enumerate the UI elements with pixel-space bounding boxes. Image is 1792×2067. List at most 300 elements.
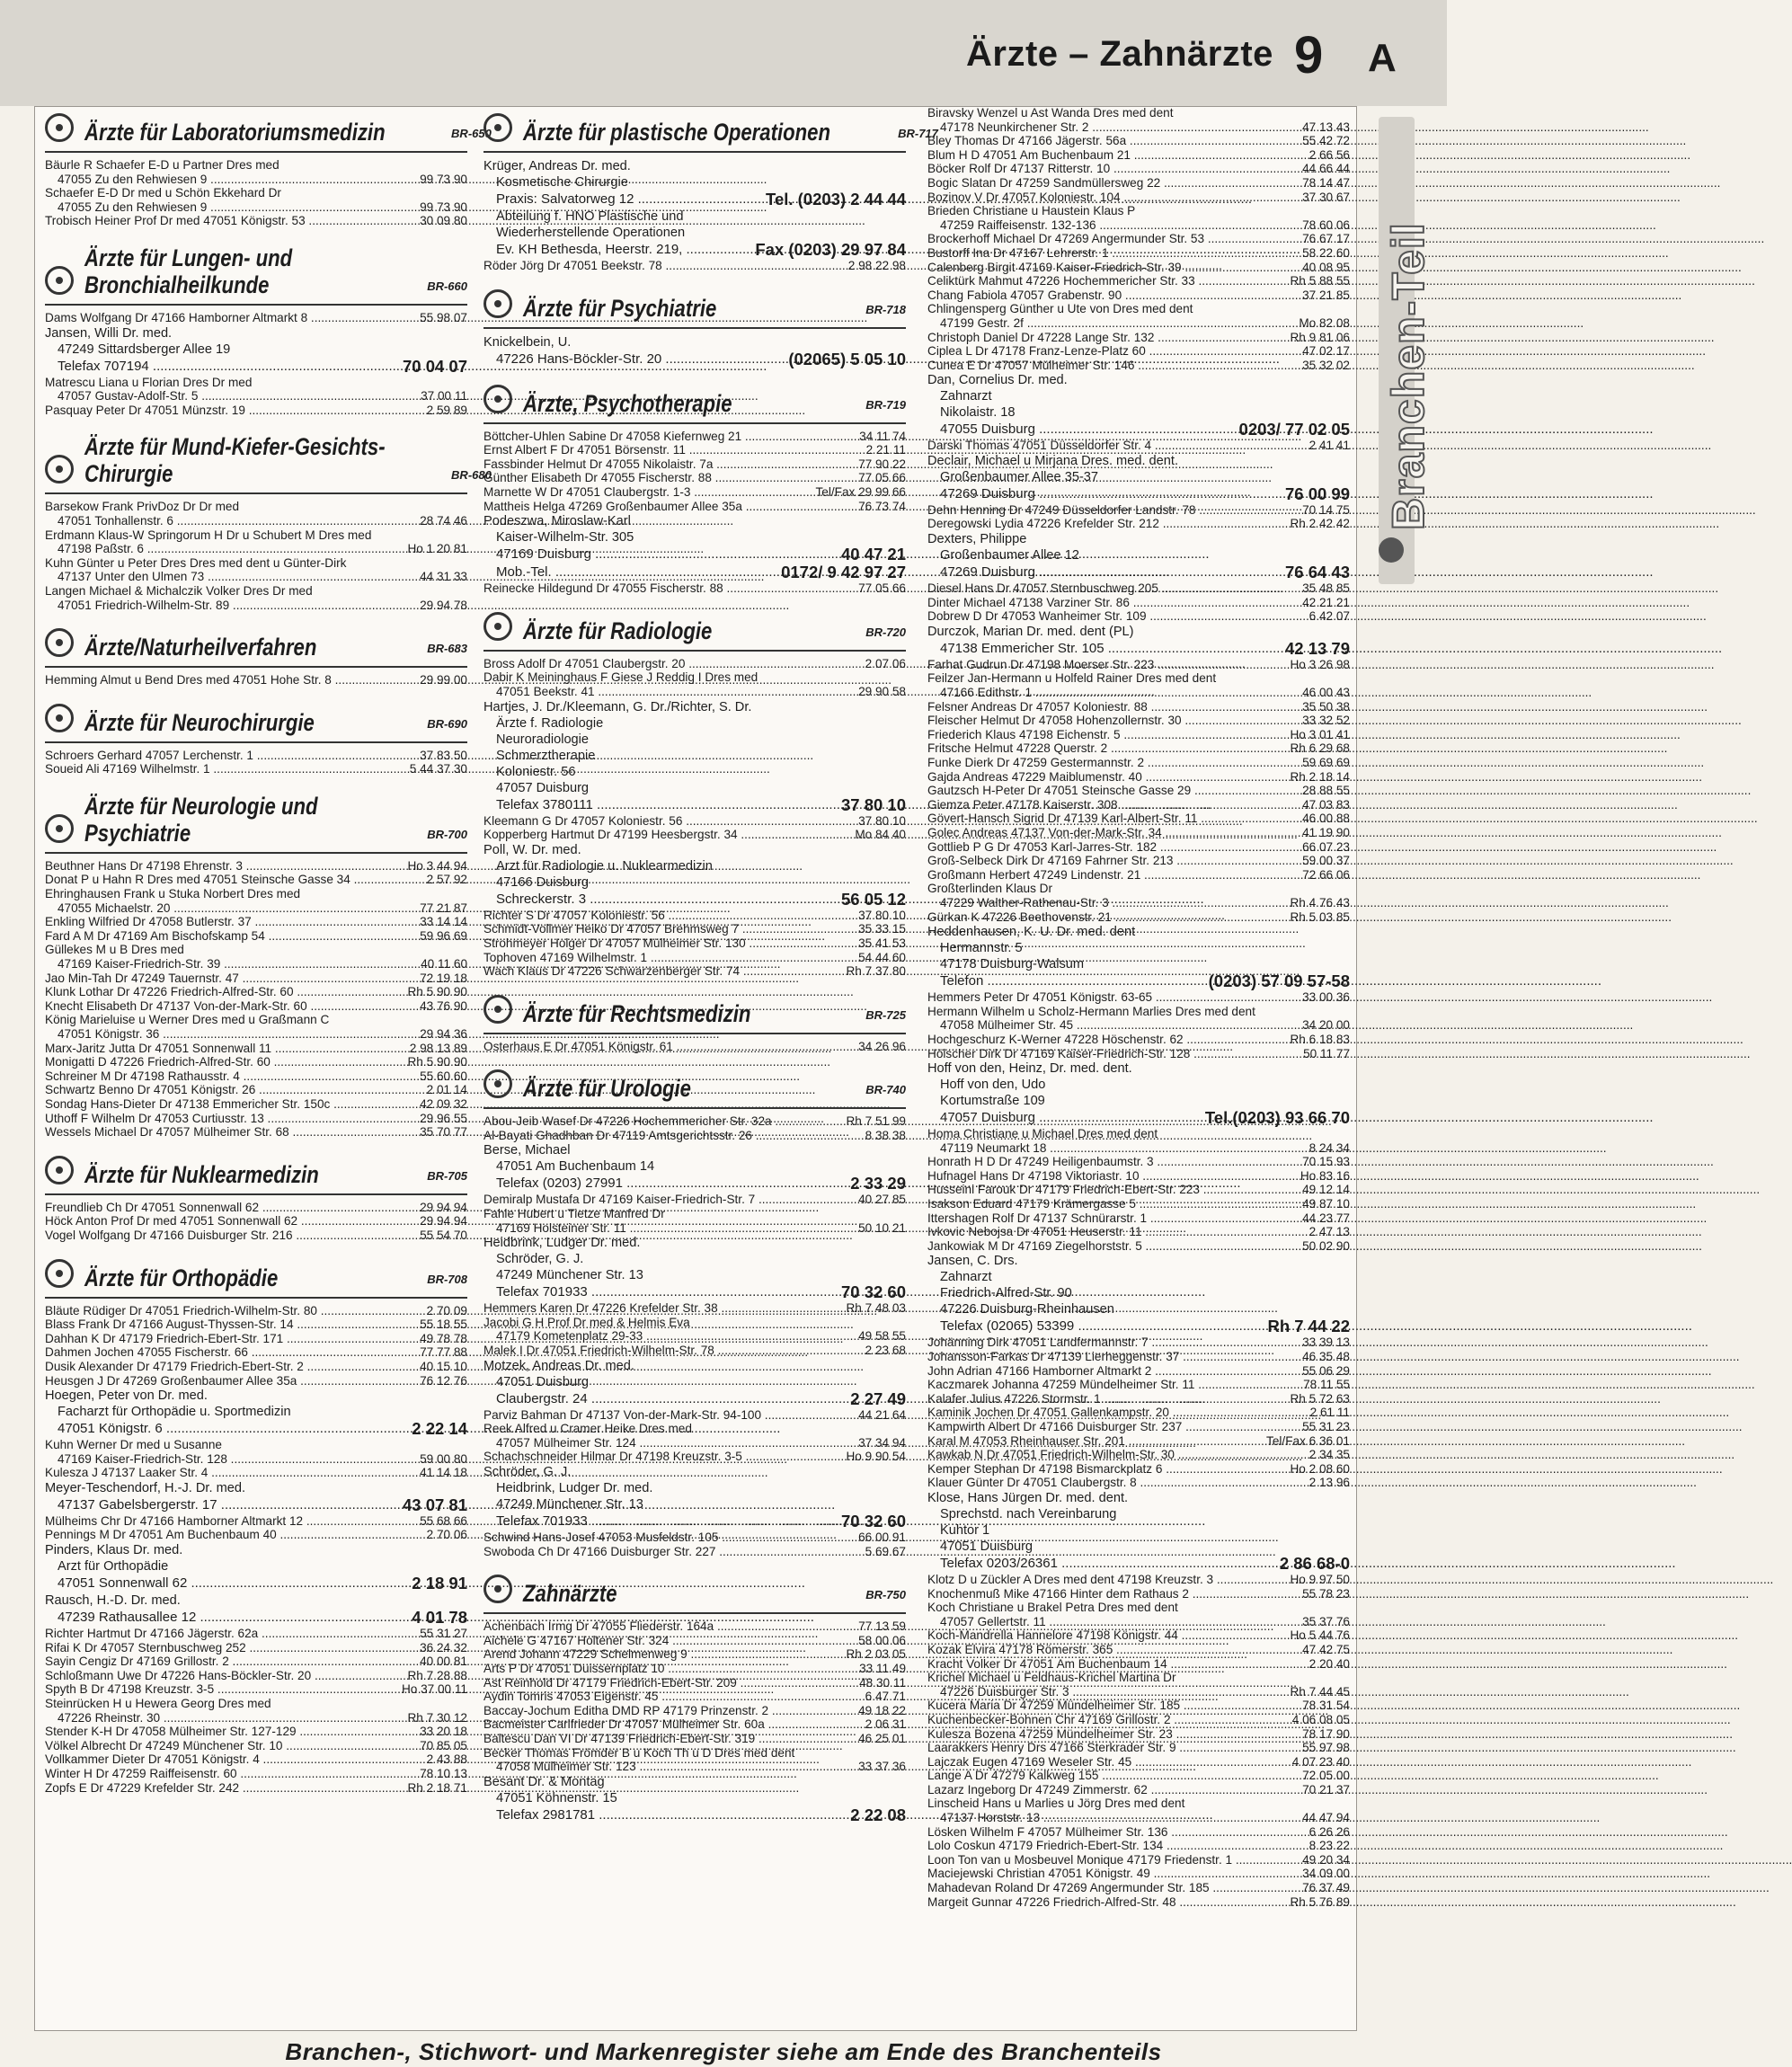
listing-entry	[483, 1344, 906, 1358]
listing-entry	[927, 218, 1350, 233]
listing-name: 47229 Walther-Rathenau-Str. 3 .....	[927, 896, 1288, 910]
listing-entry	[927, 741, 1350, 756]
listing-entry	[483, 1436, 906, 1450]
listing-name: Freundlieb Ch Dr 47051 Sonnenwall 62 .....	[45, 1201, 418, 1215]
listing-phone: 6 47 71	[865, 1690, 906, 1704]
listing-entry	[45, 1627, 467, 1641]
listing-phone: 2 22 08	[850, 1805, 906, 1824]
listing-name: 47057 Gellertstr. 11 .....	[927, 1615, 1300, 1629]
listing-phone: 55 78 23	[1302, 1586, 1350, 1601]
listing-name: Richter S Dr 47057 Koloniestr. 56 .....	[483, 909, 856, 923]
listing-line: Heddenhausen, K. U. Dr. med. dent	[927, 925, 1136, 940]
listing-entry	[927, 1378, 1350, 1392]
listing-entry	[927, 700, 1350, 714]
listing-entry	[483, 1806, 906, 1824]
listing-name: Ittershagen Rolf Dr 47137 Schnürarstr. 1 .....	[927, 1211, 1300, 1226]
listing-line: Heidbrink, Ludger Dr. med.	[483, 1236, 641, 1251]
listing-phone: 35 41 53	[858, 936, 906, 950]
listing-name: 47058 Mülheimer Str. 123 .....	[483, 1760, 856, 1774]
bullet-circle-icon	[483, 385, 512, 413]
listing-name: Deregowski Lydia 47226 Krefelder Str. 212 .....	[927, 517, 1288, 531]
listing-entry	[45, 762, 467, 776]
section-header	[45, 696, 467, 743]
listing-name: Hufnagel Hans Dr 47198 Viktoriastr. 10 .....	[927, 1169, 1299, 1184]
listing-name: Kucera Maria Dr 47259 Mündelheimer Str. 185 .....	[927, 1699, 1300, 1713]
listing-phone: 6 42 07	[1309, 609, 1350, 624]
listing-entry	[45, 1781, 467, 1796]
section-title	[523, 390, 804, 417]
listing-name: Enkling Wilfried Dr 47058 Butlerstr. 37 .....	[45, 915, 418, 929]
listing-name: Ivkovic Nebojsa Dr 47051 Heuserstr. 11 .....	[927, 1225, 1308, 1239]
listing-phone: 28 74 46	[420, 513, 467, 528]
listing-name: Schwartz Benno Dr 47051 Königstr. 26 .....	[45, 1083, 425, 1097]
listing-name: Soueid Ali 47169 Wilhelmstr. 1 .....	[45, 762, 408, 776]
listing-name: Hermann Wilhelm u Scholz-Hermann Marlies Dres med dent	[927, 1004, 1255, 1018]
listing-entry	[927, 439, 1350, 453]
listing-phone: 2 21 11	[865, 443, 906, 457]
listing-entry	[45, 1682, 467, 1697]
listing-line: 47249 Sittardsberger Allee 19	[58, 342, 231, 357]
section-title-line: Chirurgie	[84, 460, 173, 488]
listing-entry	[483, 657, 906, 671]
listing-name: Ehringhausen Frank u Stuka Norbert Dres med	[45, 887, 301, 901]
listing-entry	[45, 514, 467, 528]
section-gap	[45, 612, 467, 621]
listing-name: Fassbinder Helmut Dr 47055 Nikolaistr. 7a .....	[483, 457, 856, 472]
listing-entry	[927, 1895, 1350, 1910]
column-3	[927, 106, 1350, 2029]
bullet-circle-icon	[45, 113, 74, 142]
listing-entry	[45, 943, 467, 957]
listing-name: Swoboda Ch Dr 47166 Duisburger Str. 227 .....	[483, 1545, 864, 1559]
listing-name: Dehn Henning Dr 47249 Düsseldorfer Landstr. 78 .....	[927, 503, 1300, 518]
listing-phone: 72 66 06	[1302, 867, 1350, 882]
listing-name: Diesel Hans Dr 47057 Sternbuschweg 205 .....	[927, 581, 1300, 596]
listing-entry	[483, 1717, 906, 1732]
listing-entry	[483, 471, 906, 485]
listing-entry	[927, 770, 1350, 785]
listing-entry	[927, 1335, 1350, 1350]
listing-entry	[927, 1183, 1350, 1197]
listing-name: Telefax 3780111 .....	[483, 796, 839, 814]
listing-entry	[927, 840, 1350, 855]
listing-name: Lajczak Eugen 47169 Weseler Str. 45 .....	[927, 1755, 1291, 1770]
listing-line: 47051 Am Buchenbaum 14	[496, 1159, 655, 1175]
section-title	[84, 709, 366, 736]
listing-entry	[45, 1752, 467, 1767]
listing-phone: 2 01 14	[426, 1083, 467, 1097]
listing-name: Großterlinden Klaus Dr	[927, 882, 1053, 896]
listing-entry	[927, 232, 1350, 246]
listing-name: Ast Reinhold Dr 47179 Friedrich-Ebert-Str. 209 .....	[483, 1676, 857, 1690]
listing-entry	[45, 1669, 467, 1683]
listing-name: Gürkan K 47226 Beethovenstr. 21 .....	[927, 910, 1288, 925]
listing-entry	[927, 581, 1350, 596]
listing-entry	[927, 261, 1350, 275]
listing-phone: 0172/ 9 42 97 27	[781, 563, 906, 582]
listing-name: Bäurle R Schaefer E-D u Partner Dres med	[45, 158, 279, 172]
listing-entry	[927, 1350, 1350, 1364]
listing-line: 47051 Köhnenstr. 15	[496, 1790, 617, 1805]
listing-name: Feilzer Jan-Hermann u Holfeld Rainer Dres med dent	[927, 671, 1217, 686]
listing-name: 47169 Duisburg .....	[483, 546, 839, 563]
listing-phone: Rh 4 76 43	[1290, 895, 1350, 909]
section-header	[483, 282, 906, 329]
listing-phone: 2 43 88	[426, 1752, 467, 1767]
listing-phone: 55 06 29	[1302, 1363, 1350, 1378]
listing-name: Telefax 707194 .....	[45, 358, 401, 376]
section-gap	[45, 1243, 467, 1252]
listing-name: 47137 Gabelsbergerstr. 17 .....	[45, 1496, 401, 1514]
bullet-circle-icon	[45, 704, 74, 732]
listing-phone: 59 96 69	[420, 928, 467, 943]
listing-entry	[483, 1301, 906, 1316]
listing-phone: 77 77 88	[420, 1345, 467, 1360]
listing-entry	[927, 1476, 1350, 1490]
listing-line: Wiederherstellende Operationen	[496, 226, 686, 240]
listing-phone: Ho 37 00 11	[401, 1682, 467, 1697]
listing-phone: 72 19 18	[420, 971, 467, 985]
listing-phone: 70 14 75	[1302, 502, 1350, 517]
bullet-circle-icon	[45, 814, 74, 843]
listing-entry	[927, 1109, 1350, 1127]
listing-phone: 2 70 06	[426, 1528, 467, 1542]
listing-phone: 35 70 77	[420, 1125, 467, 1140]
listing-name: Ev. KH Bethesda, Heerstr. 219, .....	[483, 241, 753, 259]
listing-phone: 58 00 06	[858, 1633, 906, 1647]
listing-line: Abteilung f. HNO Plastische und	[496, 209, 684, 224]
listing-entry	[45, 1641, 467, 1655]
listing-name: Chang Fabiola 47057 Grabenstr. 90 .....	[927, 288, 1300, 303]
section-title-line: Ärzte für plastische Operationen	[523, 119, 831, 146]
listing-name: Abou-Jeib Wasef Dr 47226 Hochemmericher Str. 32a .....	[483, 1114, 844, 1129]
listing-entry	[483, 581, 906, 596]
listing-entry	[927, 1127, 1350, 1141]
listing-name: Johansson-Farkas Dr 47139 Lierheggenstr. 37 .....	[927, 1350, 1300, 1364]
listing-entry	[45, 1575, 467, 1592]
listing-phone: 4 01 78	[412, 1608, 467, 1628]
listing-phone: 76 64 43	[1284, 563, 1350, 582]
listing-phone: 2 27 49	[850, 1388, 906, 1408]
listing-entry	[483, 1634, 906, 1648]
listing-phone: 46 25 01	[858, 1731, 906, 1745]
section-title	[84, 1161, 366, 1188]
listing-name: Kaminik Jochen Dr 47051 Gallenkampstr. 20 .....	[927, 1406, 1309, 1420]
listing-name: Kleemann G Dr 47057 Koloniestr. 56 .....	[483, 814, 856, 829]
listing-name: Telefax 2981781 .....	[483, 1806, 848, 1824]
listing-name: Kulesza J 47137 Laaker Str. 4 .....	[45, 1466, 418, 1480]
listing-phone: 50 11 77	[1303, 1046, 1350, 1060]
listing-entry	[483, 922, 906, 936]
listing-name: Chlingensperg Günther u Ute von Dres med dent	[927, 302, 1193, 316]
listing-entry	[927, 331, 1350, 345]
listing-phone: 34 20 00	[1302, 1018, 1350, 1033]
section-title	[84, 634, 366, 661]
listing-entry	[927, 106, 1350, 120]
listing-entry	[927, 910, 1350, 925]
listing-name: 47239 Rathausallee 12 .....	[45, 1609, 410, 1627]
listing-entry	[45, 200, 467, 215]
listing-name: Heusgen J Dr 47269 Großenbaumer Allee 35a .....	[45, 1374, 418, 1388]
listing-name: Praxis: Salvatorweg 12 .....	[483, 191, 764, 208]
listing-name: Bross Adolf Dr 47051 Claubergstr. 20 .....	[483, 657, 864, 671]
listing-phone: Ho 3 01 41	[1290, 727, 1350, 741]
listing-name: Koch-Mandrella Hannelore 47198 Königstr. 44 .....	[927, 1628, 1288, 1643]
listing-phone: 42 13 79	[1284, 638, 1350, 658]
listing-phone: 77 05 66	[858, 581, 906, 596]
listing-entry	[927, 517, 1350, 531]
listing-entry	[45, 1609, 467, 1627]
listing-name: 47058 Mülheimer Str. 45 .....	[927, 1018, 1300, 1033]
listing-name: Dams Wolfgang Dr 47166 Hamborner Altmarkt 8 .....	[45, 311, 418, 325]
listing-name: Völkel Albrecht Dr 47249 Münchener Str. 10 .....	[45, 1739, 418, 1753]
listing-name: Mülheims Chr Dr 47166 Hamborner Altmarkt 12 .....	[45, 1514, 418, 1529]
listing-phone: 2 98 22 98	[847, 259, 906, 272]
listing-entry	[927, 1881, 1350, 1895]
listing-phone: 55 31 27	[420, 1627, 467, 1641]
listing-name: Wach Klaus Dr 47226 Schwarzenberger Str. 74 .....	[483, 964, 844, 979]
listing-line: 47249 Münchener Str. 13	[496, 1497, 643, 1512]
listing-phone: 29 94 94	[420, 1214, 467, 1229]
section-title-line: Ärzte/Naturheilverfahren	[84, 634, 317, 661]
listing-phone: 2 57 92	[426, 873, 467, 887]
listing-phone: Mo 82 08	[1299, 315, 1350, 330]
listing-phone: 8 38 38	[865, 1128, 906, 1142]
listing-entry	[483, 1619, 906, 1634]
listing-phone: (02065) 5 05 10	[788, 349, 906, 368]
bullet-circle-icon	[483, 1575, 512, 1603]
listing-name: 47051 Friedrich-Wilhelm-Str. 89 .....	[45, 599, 418, 613]
listing-entry	[45, 1528, 467, 1542]
listing-entry	[927, 1867, 1350, 1881]
page-title: Ärzte – Zahnärzte	[966, 34, 1273, 74]
listing-entry	[927, 1601, 1350, 1615]
listing-line: Hoegen, Peter von Dr. med.	[45, 1388, 208, 1404]
listing-name: Winter H Dr 47259 Raiffeisenstr. 60 .....	[45, 1767, 418, 1781]
listing-phone: 40 11 60	[421, 957, 467, 971]
listing-entry	[927, 162, 1350, 176]
listing-name: Zopfs E Dr 47229 Krefelder Str. 242 .....	[45, 1781, 405, 1796]
listing-name: Loon Ton van u Mosbeuvel Monique 47179 Friedenstr. 1 .....	[927, 1853, 1300, 1867]
section-gap	[483, 1558, 906, 1567]
section-header	[45, 1149, 467, 1195]
listing-entry	[927, 288, 1350, 303]
listing-name: Böcker Rolf Dr 47137 Ritterstr. 10 .....	[927, 162, 1300, 176]
listing-phone: Rh 5 76 89	[1290, 1894, 1350, 1909]
listing-entry	[45, 1027, 467, 1042]
listing-phone: 55 98 07	[420, 310, 467, 324]
listing-name: 47051 Beekstr. 41 .....	[483, 685, 856, 699]
listing-entry	[483, 936, 906, 951]
listing-name: Claubergstr. 24 .....	[483, 1390, 848, 1408]
listing-line: Zahnarzt	[940, 389, 992, 404]
listing-name: Kracht Volker Dr 47051 Am Buchenbaum 14 .....	[927, 1657, 1308, 1672]
listing-line: Sprechstd. nach Vereinbarung	[940, 1506, 1117, 1521]
listing-phone: 29 94 94	[420, 1200, 467, 1214]
listing-line: Knickelbein, U.	[483, 334, 572, 350]
listing-line: Schröder, G. J.	[483, 1465, 572, 1479]
listing-line: Ärzte f. Radiologie	[496, 715, 604, 731]
listing-phone: 2 13 96	[1309, 1476, 1350, 1490]
listing-name: Mattheis Helga 47269 Großenbaumer Allee 35a .....	[483, 500, 856, 514]
listing-entry	[927, 686, 1350, 700]
listing-entry	[45, 1360, 467, 1374]
listing-name: Schmidt-Vollmer Heiko Dr 47057 Brehmsweg 7 .....	[483, 922, 856, 936]
listing-entry	[45, 1013, 467, 1027]
listing-phone: 77 90 22	[858, 457, 906, 471]
listing-phone: 33 37 36	[858, 1760, 906, 1774]
section-gap	[483, 273, 906, 282]
listing-phone: 70 32 60	[840, 1512, 906, 1530]
listing-entry	[45, 311, 467, 325]
listing-line: Hoff von den, Udo	[940, 1078, 1046, 1093]
listing-name: Fritsche Helmut 47228 Querstr. 2 .....	[927, 741, 1288, 756]
listing-entry	[45, 500, 467, 514]
listing-name: Schaefer E-D Dr med u Schön Ekkehard Dr	[45, 186, 281, 200]
listing-phone: 41 14 18	[420, 1466, 467, 1480]
listing-phone: 2 18 91	[412, 1574, 467, 1593]
listing-entry	[45, 673, 467, 688]
listing-phone: 47 13 43	[1302, 120, 1350, 134]
listing-phone: 78 14 47	[1302, 175, 1350, 190]
side-tab-label: Branchen-Teil	[1383, 222, 1433, 530]
listing-entry	[927, 316, 1350, 331]
section-title-line: Ärzte für Neurologie und	[84, 792, 318, 820]
listing-name: Strohmeyer Holger Dr 47057 Mülheimer Str. 130 .....	[483, 936, 856, 951]
listing-name: Fleischer Helmut Dr 47058 Hohenzollernstr. 30 .....	[927, 714, 1300, 728]
listing-entry	[45, 542, 467, 556]
listing-name: Böttcher-Uhlen Sabine Dr 47058 Kiefernweg 21 .....	[483, 430, 857, 444]
listing-entry	[45, 999, 467, 1014]
listing-name: Homa Christiane u Michael Dres med dent	[927, 1127, 1158, 1141]
listing-name: Schroers Gerhard 47057 Lerchenstr. 1 .....	[45, 749, 418, 763]
listing-name: Richter Hartmut Dr 47166 Jägerstr. 62a .....	[45, 1627, 418, 1641]
listing-phone: 6 26 26	[1309, 1824, 1350, 1839]
listing-line: Nikolaistr. 18	[940, 405, 1016, 421]
listing-phone: 40 27 85	[858, 1193, 906, 1207]
section-header	[483, 1567, 906, 1614]
listing-entry	[483, 670, 906, 685]
listing-entry	[927, 728, 1350, 742]
listing-name: Blum H D 47051 Am Buchenbaum 21 .....	[927, 148, 1308, 163]
listing-name: Telefon .....	[927, 972, 1207, 990]
listing-entry	[45, 749, 467, 763]
bullet-circle-icon	[483, 289, 512, 318]
listing-name: Günther Elisabeth Dr 47055 Fischerstr. 88 .....	[483, 471, 856, 485]
listing-name: Gövert-Hansch Sigrid Dr 47139 Karl-Albert-Str. 11 .....	[927, 812, 1300, 826]
listing-name: Dobrew D Dr 47053 Wanheimer Str. 109 .....	[927, 609, 1308, 624]
listing-phone: 40 47 21	[840, 545, 906, 564]
section-header	[45, 426, 492, 494]
listing-entry	[45, 1438, 467, 1452]
listing-entry	[927, 1811, 1350, 1825]
listing-name: Hemming Almut u Bend Dres med 47051 Hohe Str. 8 .....	[45, 673, 418, 688]
listing-name: Erdmann Klaus-W Springorum H Dr u Schubert M Dres med	[45, 528, 372, 542]
listing-name: Baltescu Dan VI Dr 47139 Friedrich-Ebert-Str. 319 .....	[483, 1732, 856, 1746]
listing-entry	[45, 1739, 467, 1753]
listing-entry	[45, 389, 467, 404]
listing-phone: Tel/Fax 6 36 01	[1266, 1433, 1350, 1448]
page-footer: Branchen-, Stichwort- und Markenregister siehe am Ende des Branchenteils	[285, 2038, 1162, 2065]
listing-entry	[927, 1005, 1350, 1019]
listing-name: Pennings M Dr 47051 Am Buchenbaum 40 .....	[45, 1528, 425, 1542]
listing-phone: 37 80 10	[858, 813, 906, 828]
listing-entry	[483, 1207, 906, 1221]
listing-entry	[483, 1316, 906, 1330]
listing-entry	[45, 859, 467, 874]
listing-phone: Rh 7 48 03	[846, 1301, 906, 1316]
listing-name: Lolo Coskun 47179 Friedrich-Ebert-Str. 134 .....	[927, 1839, 1308, 1853]
section-gap	[45, 417, 467, 426]
listing-name: Malek I Dr 47051 Friedrich-Wilhelm-Str. 78 .....	[483, 1344, 864, 1358]
listing-name: 47057 Mülheimer Str. 124 .....	[483, 1436, 856, 1450]
listing-entry	[927, 421, 1350, 439]
listing-name: Friederich Klaus 47198 Eichenstr. 5 .....	[927, 728, 1288, 742]
listing-name: Vollkammer Dieter Dr 47051 Königstr. 4 .....	[45, 1752, 425, 1767]
listing-name: Knochenmuß Mike 47166 Hinter dem Rathaus 2 .....	[927, 1587, 1300, 1601]
listing-entry	[45, 1304, 467, 1318]
bullet-circle-icon	[45, 1156, 74, 1184]
listing-name: Matrescu Liana u Florian Dres Dr med	[45, 375, 253, 389]
section-header	[483, 605, 906, 652]
listing-entry	[483, 1129, 906, 1143]
listing-entry	[45, 1125, 467, 1140]
listing-phone: 42 09 32	[420, 1096, 467, 1111]
listing-entry	[927, 714, 1350, 728]
listing-name: Margeit Gunnar 47226 Friedrich-Alfred-Str. 48 .....	[927, 1895, 1288, 1910]
listing-entry	[927, 1755, 1350, 1770]
listing-phone: 47 42 75	[1302, 1642, 1350, 1656]
listing-entry	[483, 1408, 906, 1423]
listing-name: 47051 Sonnenwall 62 .....	[45, 1575, 410, 1592]
listing-phone: 4 06 08 05	[1291, 1712, 1350, 1726]
section-title-line: Bronchialheilkunde	[84, 271, 270, 298]
listing-phone: 46 35 48	[1302, 1350, 1350, 1364]
listing-name: 47259 Raiffeisenstr. 132-136 .....	[927, 218, 1300, 233]
listing-entry	[483, 1450, 906, 1464]
listing-entry	[927, 896, 1350, 910]
listing-name: 47199 Gestr. 2f .....	[927, 316, 1297, 331]
listing-entry	[927, 1685, 1350, 1699]
listing-name: Ciplea L Dr 47178 Franz-Lenze-Platz 60 .....	[927, 344, 1300, 359]
listing-phone: 76 37 49	[1302, 1881, 1350, 1895]
listing-entry	[927, 972, 1350, 990]
listing-entry	[927, 1033, 1350, 1047]
listing-name: Krichel Michael u Feldhaus-Krichel Martina Dr	[927, 1671, 1176, 1685]
listing-entry	[927, 1434, 1350, 1449]
listing-phone: 59 00 37	[1302, 854, 1350, 868]
listing-phone: 78 31 54	[1302, 1699, 1350, 1713]
listing-phone: 76 12 76	[420, 1373, 467, 1388]
listing-name: Bustorff Ina Dr 47167 Lehrerstr. 1 .....	[927, 246, 1300, 261]
listing-name: Jankowiak M Dr 47169 Ziegelhorststr. 5 .....	[927, 1239, 1300, 1254]
section-title-line: Psychiatrie	[84, 819, 191, 847]
bullet-circle-icon	[45, 628, 74, 657]
listing-entry	[45, 570, 467, 584]
listing-entry	[927, 359, 1350, 373]
listing-name: Isakson Eduard 47179 Krämergasse 5 .....	[927, 1197, 1300, 1211]
listing-name: Achenbach Irmg Dr 47055 Fliederstr. 164a .....	[483, 1619, 856, 1634]
listing-phone: 29 96 55	[420, 1111, 467, 1125]
listing-name: Marx-Jaritz Jutta Dr 47051 Sonnenwall 11 .....	[45, 1042, 408, 1056]
listing-name: Aydin Tomris 47053 Eigenstr. 45 .....	[483, 1690, 864, 1704]
listing-line: Declair, Michael u Mirjana Dres. med. dent.	[927, 453, 1179, 468]
listing-phone: Rh 9 81 06	[1290, 330, 1350, 344]
section-title-line: Zahnärzte	[523, 1580, 617, 1608]
listing-name: Bogic Slatan Dr 47259 Sandmüllersweg 22 .....	[927, 176, 1300, 191]
listing-phone: 0203/ 77 02 05	[1238, 420, 1350, 439]
listing-phone: 2 06 31	[865, 1717, 906, 1732]
